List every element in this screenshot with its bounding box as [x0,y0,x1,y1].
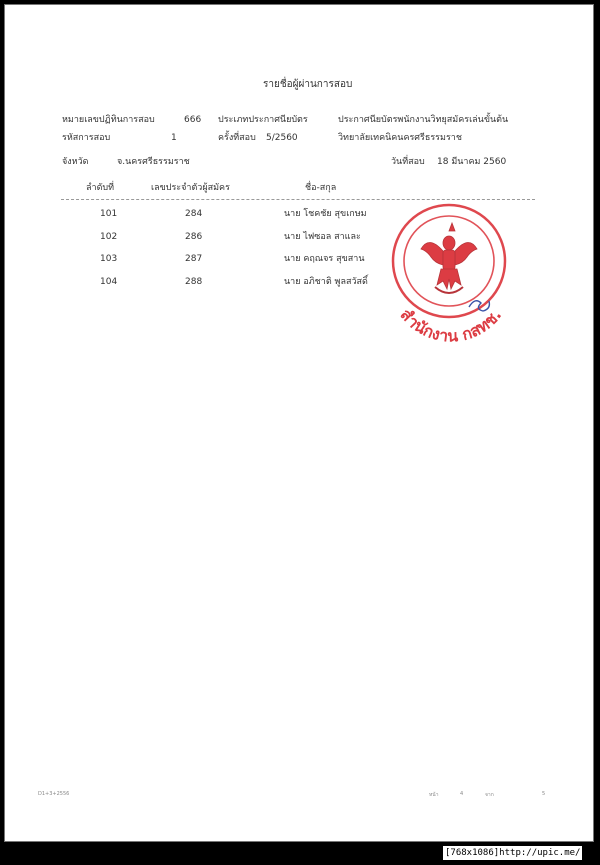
footer-page-total: 5 [542,791,546,797]
exam-code-value: 1 [171,133,177,143]
row-name: นาย อภิชาติ พูลสวัสดิ์ [284,277,368,287]
exam-number-value: 666 [184,115,202,125]
garuda-emblem-icon [421,223,477,293]
document-title: รายชื่อผู้ผ่านการสอบ [263,79,353,90]
exam-date-value: 18 มีนาคม 2560 [437,157,507,167]
row-applicant-id: 287 [185,254,203,264]
column-header-name: ชื่อ-สกุล [305,183,337,193]
province-label: จังหวัด [62,157,89,167]
exam-round-label: ครั้งที่สอบ [218,133,256,143]
document-page [4,4,594,842]
header-divider [61,199,535,200]
row-name: นาย คฤณจร สุขสาน [284,254,365,264]
row-applicant-id: 284 [185,209,203,219]
row-order: 104 [100,277,118,287]
seal-text: สำนักงาน กสทช. [396,304,506,343]
exam-number-label: หมายเลขปฏิทินการสอบ [62,115,155,125]
row-applicant-id: 288 [185,277,203,287]
row-order: 102 [100,232,118,242]
exam-code-label: รหัสการสอบ [62,133,111,143]
exam-date-label: วันที่สอบ [391,157,425,167]
footer-page-number: 4 [460,791,464,797]
footer-page-label: หน้า [429,792,439,798]
exam-location: วิทยาลัยเทคนิคนครศรีธรรมราช [338,133,462,143]
certificate-type-label: ประเภทประกาศนียบัตร [218,115,308,125]
province-value: จ.นครศรีธรรมราช [117,157,190,167]
row-order: 103 [100,254,118,264]
footer-doc-code: D1+3+2556 [38,791,70,797]
column-header-order: ลำดับที่ [86,183,115,193]
footer-of-label: จาก [485,792,494,798]
official-seal-stamp [377,203,523,343]
certificate-type-value: ประกาศนียบัตรพนักงานวิทยุสมัครเล่นขั้นต้น [338,115,509,125]
exam-round-value: 5/2560 [266,133,298,143]
image-host-watermark: [768x1086]http://upic.me/ [445,848,581,858]
row-name: นาย โชคชัย สุขเกษม [284,209,367,219]
column-header-applicant-id: เลขประจำตัวผู้สมัคร [151,183,230,193]
row-applicant-id: 286 [185,232,203,242]
svg-text:สำนักงาน กสทช. [397,305,506,343]
row-name: นาย ไฟซอล สาและ [284,232,361,242]
row-order: 101 [100,209,118,219]
